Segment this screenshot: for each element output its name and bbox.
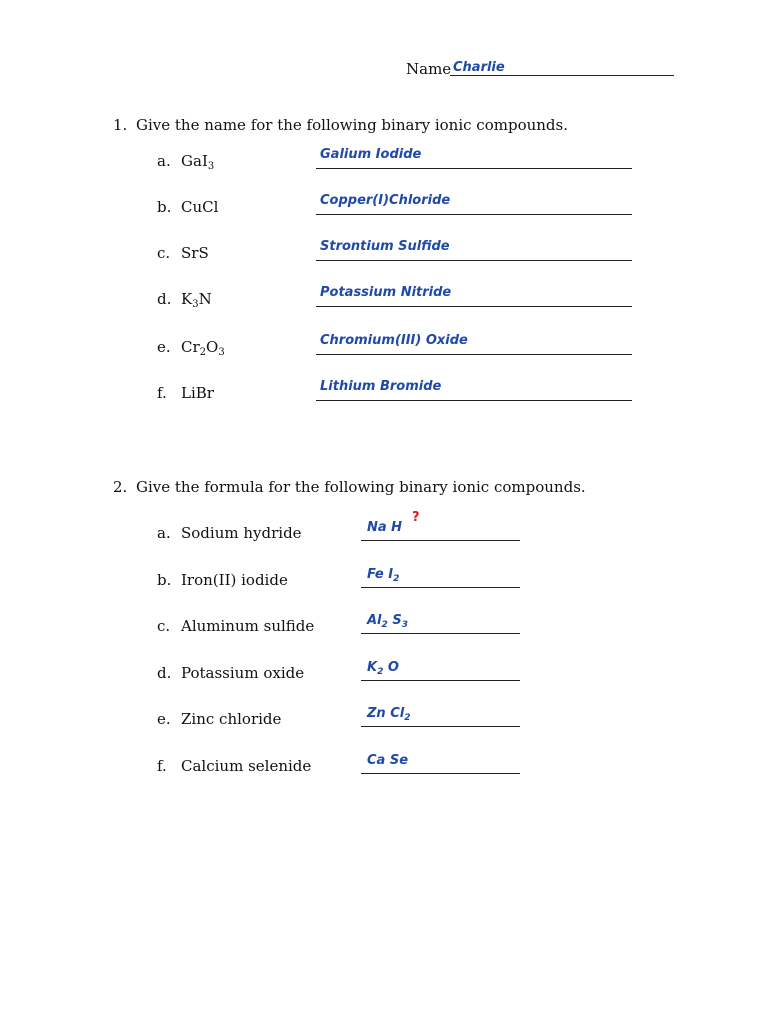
handwritten-answer[interactable]: Copper(I)Chloride xyxy=(320,193,451,208)
handwritten-formula[interactable]: Na H xyxy=(367,520,403,535)
compound-name: Iron(II) iodide xyxy=(181,571,288,589)
item-letter: d. xyxy=(157,290,172,308)
handwritten-formula[interactable]: Zn $Cl_2$ xyxy=(367,706,411,723)
item-letter: a. xyxy=(157,152,171,170)
q1-number: 1. xyxy=(113,116,128,134)
answer-line xyxy=(361,587,520,588)
item-letter: c. xyxy=(157,617,171,635)
compound-formula: SrS xyxy=(181,244,209,262)
subscript: 2 xyxy=(381,620,388,630)
answer-line xyxy=(316,214,632,215)
subscript: 2 xyxy=(199,347,207,358)
student-name[interactable]: Charlie xyxy=(453,60,505,75)
subscript: 3 xyxy=(192,299,199,310)
q1-prompt: Give the name for the following binary ionic compounds. xyxy=(136,116,568,134)
handwritten-answer[interactable]: Galium Iodide xyxy=(320,147,422,162)
compound-name: Aluminum sulfide xyxy=(181,617,315,635)
subscript: 2 xyxy=(377,667,384,677)
answer-line xyxy=(361,633,520,634)
item-letter: e. xyxy=(157,710,171,728)
item-letter: b. xyxy=(157,198,172,216)
subscript: 3 xyxy=(218,347,225,358)
subscript: 2 xyxy=(404,713,411,723)
answer-line xyxy=(361,540,520,541)
answer-line xyxy=(316,306,632,307)
handwritten-formula[interactable]: Ca Se xyxy=(367,753,409,768)
item-letter: f. xyxy=(157,757,167,775)
compound-formula: LiBr xyxy=(181,384,214,402)
compound-formula: CuCl xyxy=(181,198,219,216)
compound-formula: $Cr_2O_3$ xyxy=(181,338,225,358)
handwritten-answer[interactable]: Potassium Nitride xyxy=(320,285,452,300)
compound-name: Zinc chloride xyxy=(181,710,282,728)
handwritten-formula[interactable]: $K_2$ O xyxy=(367,660,399,677)
handwritten-answer[interactable]: Lithium Bromide xyxy=(320,379,442,394)
compound-name: Calcium selenide xyxy=(181,757,312,775)
name-label: Name xyxy=(406,60,452,78)
compound-name: Sodium hydride xyxy=(181,524,302,542)
item-letter: a. xyxy=(157,524,171,542)
subscript: 2 xyxy=(393,574,400,584)
item-letter: d. xyxy=(157,664,172,682)
q2-number: 2. xyxy=(113,478,128,496)
subscript: 3 xyxy=(401,620,408,630)
handwritten-answer[interactable]: Strontium Sulfide xyxy=(320,239,450,254)
answer-line xyxy=(316,260,632,261)
item-letter: f. xyxy=(157,384,167,402)
compound-formula: $K_3N$ xyxy=(181,290,212,310)
q2-prompt: Give the formula for the following binary ionic compounds. xyxy=(136,478,586,496)
compound-formula: GaI$_3$ xyxy=(181,152,215,172)
handwritten-formula[interactable]: $Al_2$ $S_3$ xyxy=(367,613,408,630)
handwritten-answer[interactable]: Chromium(III) Oxide xyxy=(320,333,468,348)
answer-line xyxy=(361,726,520,727)
answer-line xyxy=(361,773,520,774)
answer-line xyxy=(361,680,520,681)
question-mark: ? xyxy=(412,510,420,525)
answer-line xyxy=(316,400,632,401)
compound-name: Potassium oxide xyxy=(181,664,305,682)
subscript: 3 xyxy=(207,161,215,172)
handwritten-formula[interactable]: Fe $I_2$ xyxy=(367,567,400,584)
item-letter: c. xyxy=(157,244,171,262)
item-letter: b. xyxy=(157,571,172,589)
item-letter: e. xyxy=(157,338,171,356)
answer-line xyxy=(316,168,632,169)
answer-line xyxy=(316,354,632,355)
